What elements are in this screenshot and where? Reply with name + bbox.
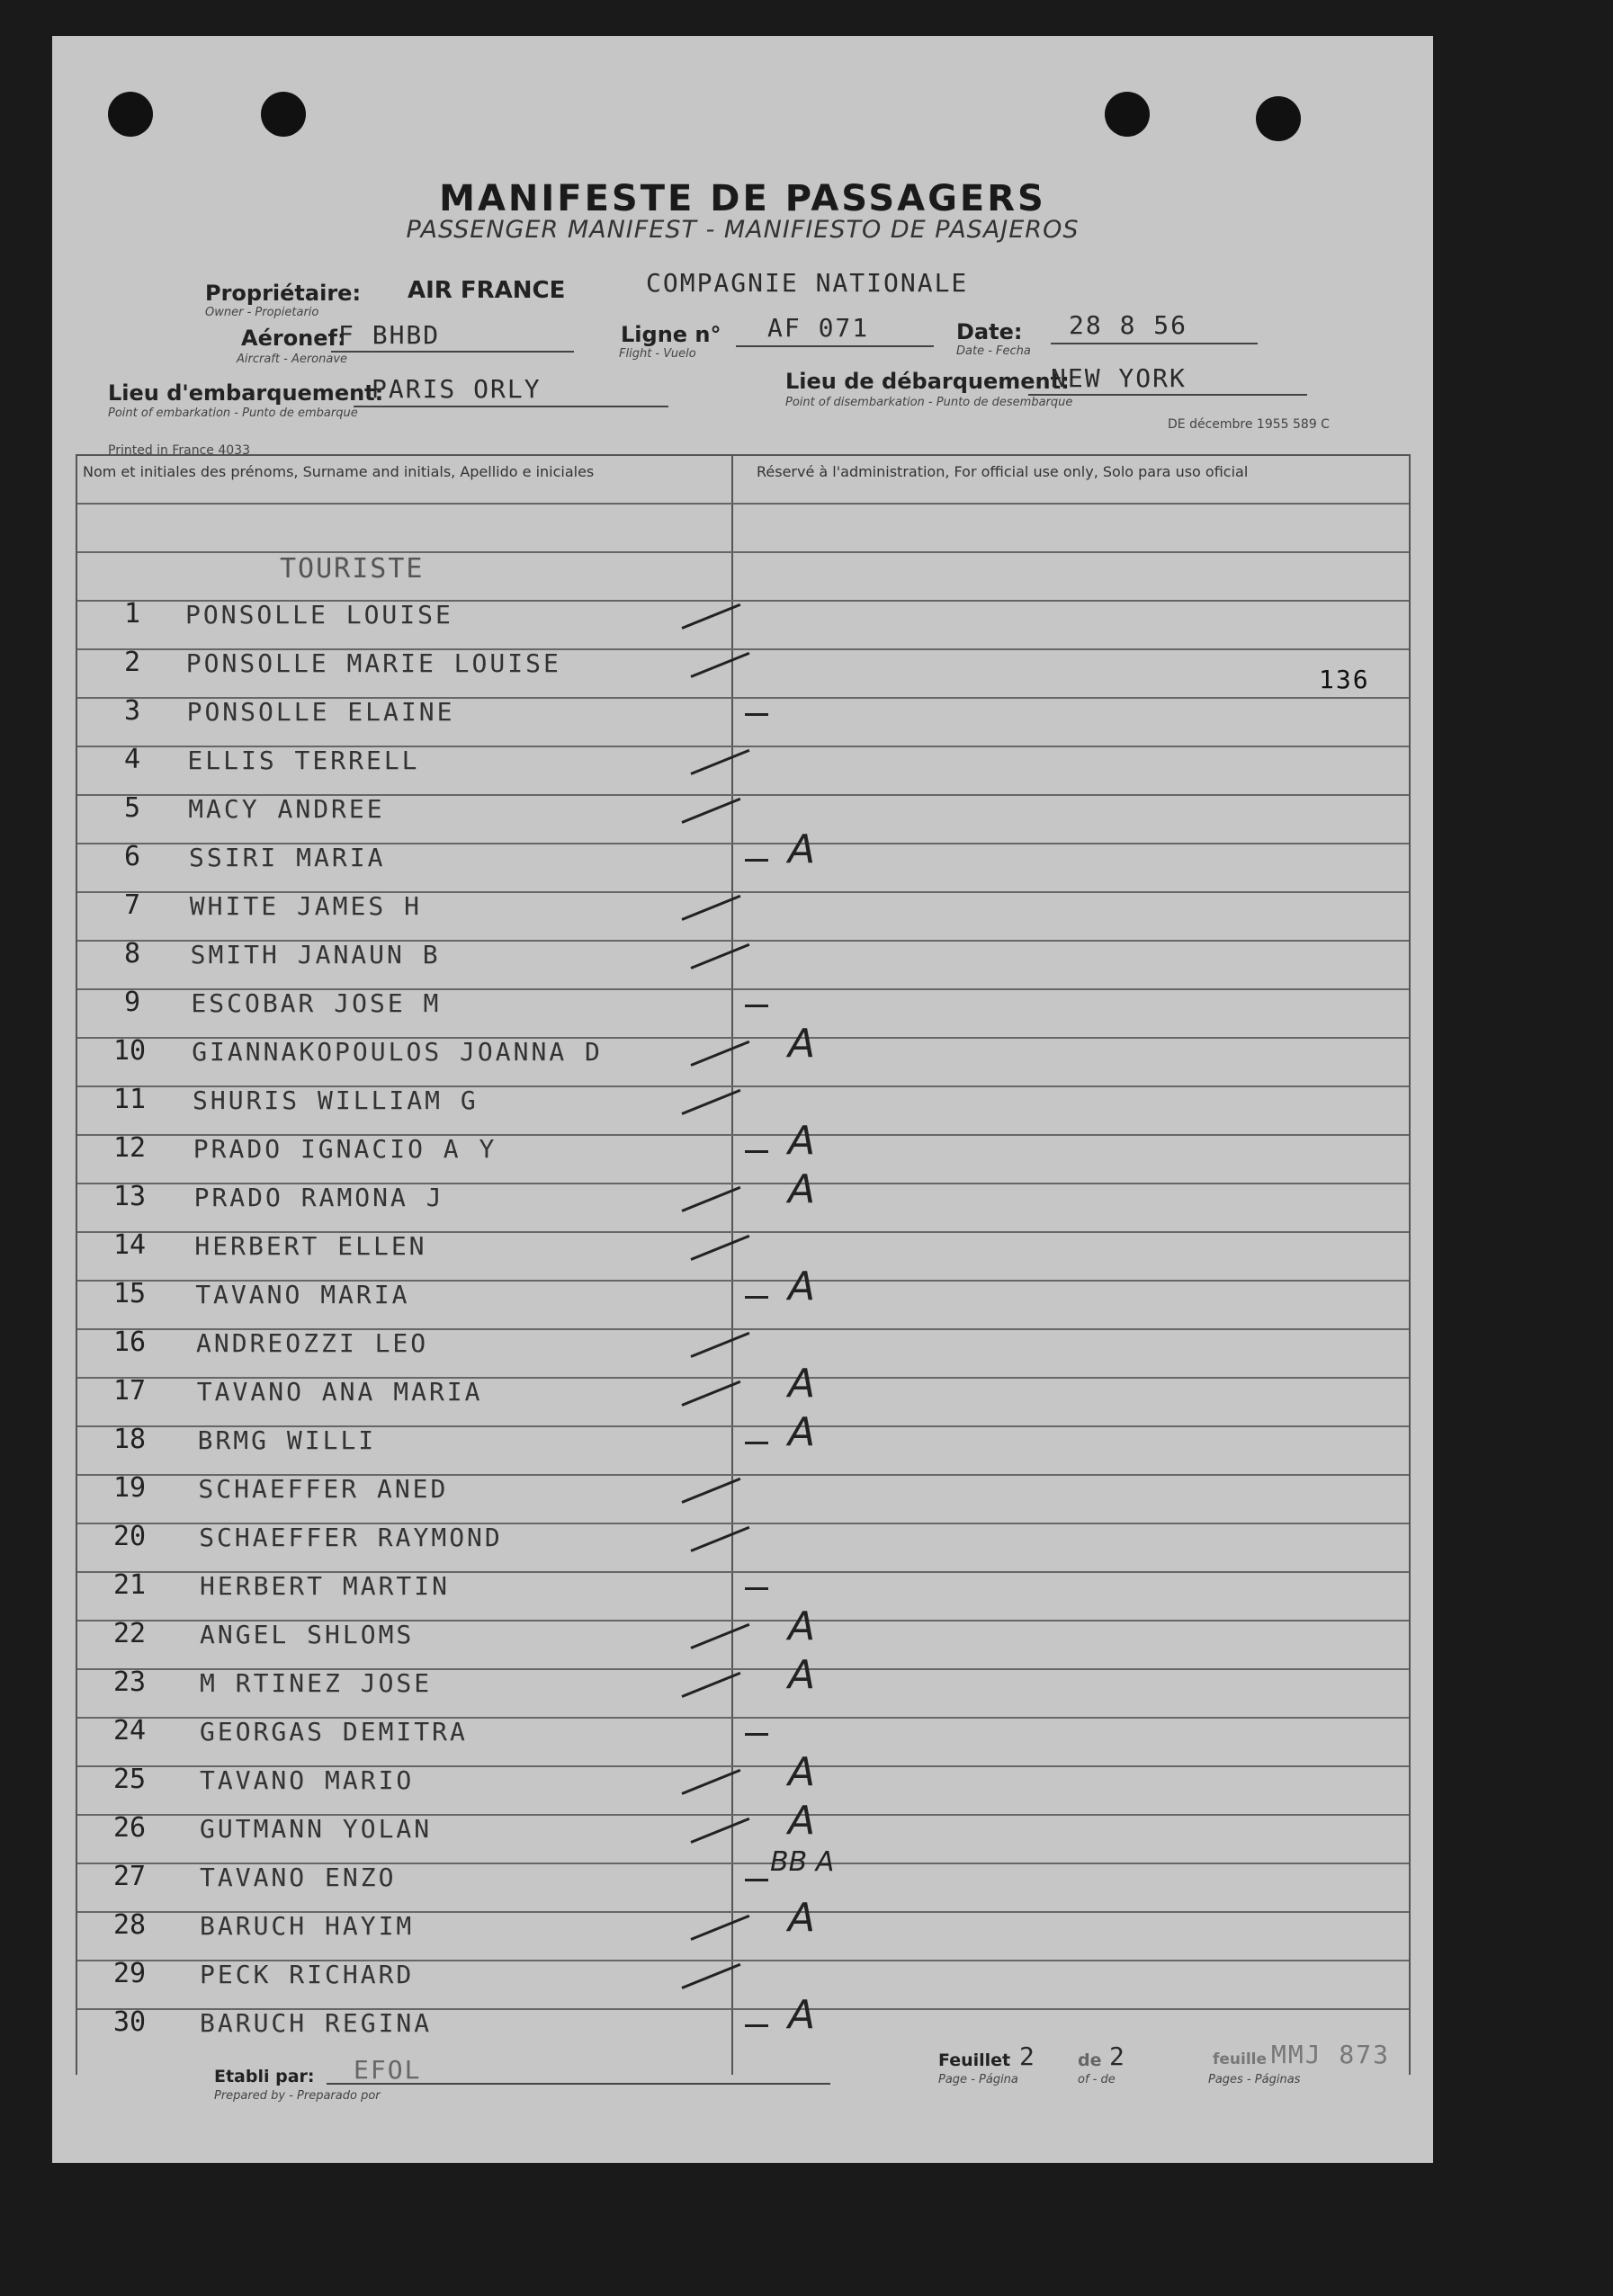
embark-value: PARIS ORLY <box>372 374 542 404</box>
column-divider <box>731 456 733 2075</box>
owner-value: AIR FRANCE <box>408 277 566 304</box>
passenger-name: WHITE JAMES H <box>189 891 422 921</box>
passenger-number: 18 <box>113 1424 147 1455</box>
passenger-number: 3 <box>124 695 141 727</box>
passenger-name: HERBERT MARTIN <box>200 1571 451 1601</box>
page-sublabel: Page - Página <box>938 2073 1018 2086</box>
passenger-name: ELLIS TERRELL <box>187 746 420 775</box>
of-value: 2 <box>1109 2041 1126 2071</box>
page-value: 2 <box>1019 2041 1036 2071</box>
pages-value: MMJ 873 <box>1271 2040 1391 2069</box>
section-heading: TOURISTE <box>280 553 425 585</box>
passenger-number: 26 <box>113 1812 147 1844</box>
admin-mark: A <box>788 1166 816 1212</box>
passenger-number: 9 <box>124 987 141 1018</box>
passenger-name: GUTMANN YOLAN <box>200 1814 433 1844</box>
passenger-number: 7 <box>124 889 141 921</box>
check-mark <box>690 1623 749 1649</box>
passenger-name: M RTINEZ JOSE <box>200 1668 433 1698</box>
check-mark <box>690 1915 749 1941</box>
passenger-number: 22 <box>113 1618 147 1649</box>
passenger-table <box>76 454 1411 2075</box>
aircraft-line <box>331 351 574 353</box>
admin-mark: A <box>788 1604 816 1649</box>
disembark-value: NEW YORK <box>1051 363 1187 393</box>
prepared-value: EFOL <box>354 2055 422 2085</box>
check-mark <box>745 859 768 862</box>
prepared-line <box>327 2083 830 2085</box>
row-rule <box>77 551 1409 553</box>
passenger-number: 27 <box>113 1861 147 1892</box>
passenger-name: SMITH JANAUN B <box>190 940 441 969</box>
of-label: de <box>1078 2050 1102 2070</box>
passenger-number: 17 <box>113 1375 147 1407</box>
check-mark <box>745 713 768 716</box>
check-mark <box>745 1005 768 1007</box>
admin-mark: BB A <box>770 1846 835 1878</box>
check-mark <box>745 1442 768 1444</box>
manifest-sheet <box>52 36 1433 2163</box>
embark-label: Lieu d'embarquement: <box>108 380 384 406</box>
admin-mark: A <box>788 1361 816 1407</box>
passenger-number: 25 <box>113 1764 147 1795</box>
passenger-name: MACY ANDREE <box>188 794 385 824</box>
pages-sublabel: Pages - Páginas <box>1208 2073 1301 2086</box>
of-sublabel: of - de <box>1078 2073 1116 2086</box>
check-mark <box>690 1818 749 1844</box>
check-mark <box>690 1041 749 1067</box>
admin-mark: A <box>788 1652 816 1698</box>
punch-hole <box>108 92 153 137</box>
admin-mark: A <box>788 1264 816 1309</box>
admin-mark: A <box>788 1118 816 1164</box>
passenger-name: PRADO IGNACIO A Y <box>193 1134 497 1164</box>
names-column-header: Nom et initiales des prénoms, Surname and initials, Apellido e iniciales <box>83 463 595 480</box>
admin-mark: A <box>788 826 816 872</box>
passenger-name: PONSOLLE MARIE LOUISE <box>185 648 561 678</box>
check-mark <box>745 1733 768 1736</box>
passenger-number: 6 <box>124 841 141 872</box>
passenger-name: GEORGAS DEMITRA <box>200 1717 468 1747</box>
side-number: 136 <box>1319 665 1370 694</box>
aircraft-sublabel: Aircraft - Aeronave <box>237 353 348 366</box>
punch-hole <box>261 92 306 137</box>
passenger-name: PONSOLLE ELAINE <box>186 697 455 727</box>
passenger-name: SCHAEFFER RAYMOND <box>199 1523 503 1552</box>
passenger-number: 20 <box>113 1521 147 1552</box>
check-mark <box>745 1879 768 1881</box>
page-label: Feuillet <box>938 2050 1011 2070</box>
prepared-label: Etabli par: <box>214 2067 315 2086</box>
passenger-name: SSIRI MARIA <box>189 843 386 872</box>
passenger-number: 28 <box>113 1909 147 1941</box>
passenger-number: 2 <box>124 647 141 678</box>
flight-line <box>736 345 934 347</box>
passenger-name: ANGEL SHLOMS <box>200 1620 415 1649</box>
manifest-title: MANIFESTE DE PASSAGERS <box>439 178 1046 219</box>
embark-sublabel: Point of embarkation - Punto de embarque <box>108 406 358 420</box>
date-value: 28 8 56 <box>1069 310 1188 340</box>
disembark-line <box>1028 394 1307 396</box>
flight-value: AF 071 <box>767 313 870 343</box>
disembark-label: Lieu de débarquement: <box>785 369 1070 394</box>
punch-hole <box>1105 92 1150 137</box>
aircraft-value: F BHBD <box>338 320 441 350</box>
passenger-name: TAVANO MARIO <box>200 1765 415 1795</box>
date-line <box>1051 343 1258 344</box>
passenger-name: BRMG WILLI <box>197 1425 377 1455</box>
owner-extra: COMPAGNIE NATIONALE <box>646 268 969 298</box>
admin-mark: A <box>788 1798 816 1844</box>
passenger-name: TAVANO ANA MARIA <box>196 1377 483 1407</box>
passenger-number: 5 <box>124 792 141 824</box>
passenger-number: 30 <box>113 2006 147 2038</box>
passenger-name: TAVANO ENZO <box>200 1863 397 1892</box>
owner-label: Propriétaire: <box>205 281 362 306</box>
printed-text: Printed in France 4033 <box>108 443 250 458</box>
check-mark <box>745 1296 768 1299</box>
passenger-number: 19 <box>113 1472 147 1504</box>
passenger-name: BARUCH HAYIM <box>200 1911 415 1941</box>
passenger-name: SHURIS WILLIAM G <box>193 1085 479 1115</box>
passenger-number: 10 <box>113 1035 147 1067</box>
passenger-name: PRADO RAMONA J <box>193 1183 444 1212</box>
passenger-name: PONSOLLE LOUISE <box>185 600 453 630</box>
check-mark <box>745 1587 768 1590</box>
passenger-number: 12 <box>113 1132 147 1164</box>
passenger-name: GIANNAKOPOULOS JOANNA D <box>192 1037 603 1067</box>
manifest-subtitle: PASSENGER MANIFEST - MANIFIESTO DE PASAJEROS <box>406 216 1080 244</box>
date-label: Date: <box>956 319 1023 344</box>
decree-text: DE décembre 1955 589 C <box>1168 417 1330 432</box>
passenger-name: PECK RICHARD <box>200 1960 415 1989</box>
passenger-number: 29 <box>113 1958 147 1989</box>
pages-label: feuille <box>1213 2050 1268 2068</box>
date-sublabel: Date - Fecha <box>956 344 1031 358</box>
embark-line <box>354 406 668 407</box>
check-mark <box>690 1332 749 1358</box>
check-mark <box>690 749 749 775</box>
passenger-number: 16 <box>113 1327 147 1358</box>
check-mark <box>745 2024 768 2027</box>
passenger-name: SCHAEFFER ANED <box>198 1474 449 1504</box>
passenger-number: 11 <box>113 1084 147 1115</box>
admin-mark: A <box>788 1021 816 1067</box>
passenger-name: TAVANO MARIA <box>195 1280 410 1309</box>
passenger-number: 13 <box>113 1181 147 1212</box>
passenger-number: 8 <box>124 938 141 969</box>
admin-mark: A <box>788 1409 816 1455</box>
check-mark <box>745 1150 768 1153</box>
owner-sublabel: Owner - Propietario <box>205 306 319 319</box>
passenger-number: 14 <box>113 1229 147 1261</box>
prepared-sublabel: Prepared by - Preparado por <box>214 2089 381 2103</box>
check-mark <box>690 1235 749 1261</box>
passenger-name: ESCOBAR JOSE M <box>191 988 442 1018</box>
flight-sublabel: Flight - Vuelo <box>619 347 696 361</box>
passenger-name: ANDREOZZI LEO <box>196 1328 429 1358</box>
passenger-number: 21 <box>113 1569 147 1601</box>
passenger-number: 15 <box>113 1278 147 1309</box>
passenger-number: 4 <box>124 744 141 775</box>
punch-hole <box>1256 96 1301 141</box>
disembark-sublabel: Point of disembarkation - Punto de desembarque <box>785 396 1073 409</box>
admin-mark: A <box>788 1992 816 2038</box>
passenger-name: BARUCH REGINA <box>200 2008 433 2038</box>
check-mark <box>690 1526 749 1552</box>
admin-mark: A <box>788 1749 816 1795</box>
passenger-number: 24 <box>113 1715 147 1747</box>
flight-label: Ligne n° <box>621 322 721 347</box>
row-rule <box>77 503 1409 505</box>
admin-mark: A <box>788 1895 816 1941</box>
passenger-number: 1 <box>124 598 141 630</box>
aircraft-label: Aéronef: <box>241 326 346 351</box>
check-mark <box>690 652 749 678</box>
passenger-name: HERBERT ELLEN <box>194 1231 427 1261</box>
admin-column-header: Réservé à l'administration, For official use only, Solo para uso oficial <box>757 463 1249 480</box>
check-mark <box>690 943 749 969</box>
passenger-number: 23 <box>113 1666 147 1698</box>
